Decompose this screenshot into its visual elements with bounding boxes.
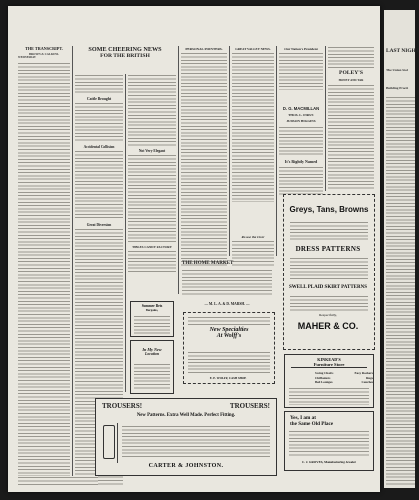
trousers-right: TROUSERS! bbox=[229, 402, 270, 410]
ad-groves-jeweler: Yes, I am at the Same Old Place C. J. GROVES, Manufacturing Jeweler bbox=[284, 411, 374, 471]
column-4 bbox=[181, 46, 227, 266]
ad-new-location: In My New Location bbox=[130, 340, 174, 394]
column-7 bbox=[328, 46, 374, 191]
main-headline-block bbox=[75, 46, 175, 72]
column-rule bbox=[229, 46, 230, 256]
trousers-subtitle: New Patterns. Extra Well Made. Perfect Fitting. bbox=[136, 413, 236, 418]
column-text bbox=[18, 62, 70, 486]
masthead-title: THE TRANSCRIPT. bbox=[25, 46, 63, 51]
maher-logo: MAHER & CO. bbox=[297, 321, 359, 331]
story-heading-personal: PERSONAL POINTERS. bbox=[185, 47, 223, 51]
column-rule bbox=[72, 46, 73, 486]
column-rule bbox=[178, 46, 179, 294]
story-heading-collision: Accidental Collision bbox=[83, 145, 115, 149]
story-heading-liver: Ro use the Liver bbox=[241, 235, 265, 239]
story-heading-candy: TIBLES CANDY FACTORY bbox=[132, 245, 172, 249]
foley-ad-subtitle: HONEY AND TAR bbox=[338, 78, 364, 82]
foley-ad-title: POLEY'S bbox=[339, 70, 363, 76]
column-3 bbox=[128, 74, 176, 274]
trousers-left: TROUSERS! bbox=[102, 402, 143, 410]
story-heading-cattle: Cattle Brought bbox=[86, 97, 112, 101]
story-heading-president: Our Nation's President bbox=[284, 47, 318, 51]
story-heading-diversion: Great Diversion bbox=[86, 223, 112, 227]
adjacent-page: LAST NIGHT The Union Stol Building Practi bbox=[384, 10, 415, 488]
ad-home-market: THE HOME MARKET — M. L. A. & D. MARSH. — bbox=[182, 261, 272, 311]
doctor-ad-3: JUDSON HIGGINS bbox=[286, 119, 316, 123]
doctor-ad-2: THOS. L. FIRST. bbox=[288, 113, 314, 117]
masthead-dateline: WEDNESDAY bbox=[18, 56, 36, 59]
adjacent-headline: LAST NIGHT bbox=[386, 48, 419, 54]
story-heading-elegant: Not Very Elegant bbox=[138, 149, 166, 153]
column-rule bbox=[276, 46, 277, 256]
trousers-illustration bbox=[100, 423, 118, 463]
ad-greys-tans-browns: Greys, Tans, Browns DRESS PATTERNS SWELL PLAID SKIRT PATTERNS Respectfully, MAHER & CO. bbox=[283, 194, 375, 350]
story-heading-rightly: It's Rightly Named bbox=[284, 159, 318, 164]
main-headline-2: FOR THE BRITISH bbox=[100, 53, 150, 59]
doctor-ad-1: D. G. MACMILLAN bbox=[282, 106, 320, 111]
column-rule bbox=[125, 74, 126, 392]
ad-wolffs: New Specialties At Wolff's E. E. WOLFF, CASH SHOE bbox=[183, 312, 275, 384]
masthead-publishers: BROWN & CALKINS. bbox=[28, 52, 60, 56]
main-headline: SOME CHEERING NEWS bbox=[88, 46, 162, 53]
story-heading-valley: GREAT VALLEY NEWS. bbox=[235, 47, 271, 51]
column-6 bbox=[279, 46, 323, 196]
newspaper-page bbox=[8, 6, 380, 492]
ad-summer-bets: Summer Bets Bargains, bbox=[130, 301, 174, 337]
column-rule bbox=[325, 46, 326, 191]
column-5 bbox=[232, 46, 274, 266]
carter-johnston: CARTER & JOHNSTON. bbox=[148, 463, 224, 469]
ad-trousers bbox=[95, 398, 277, 476]
ad-kinkeads: KINKEAD'S Furniture Store Swing Chairs Easy Rockers Chiffoniers Rugs Bed Lounges Couches bbox=[284, 354, 374, 408]
column-1 bbox=[18, 46, 70, 486]
